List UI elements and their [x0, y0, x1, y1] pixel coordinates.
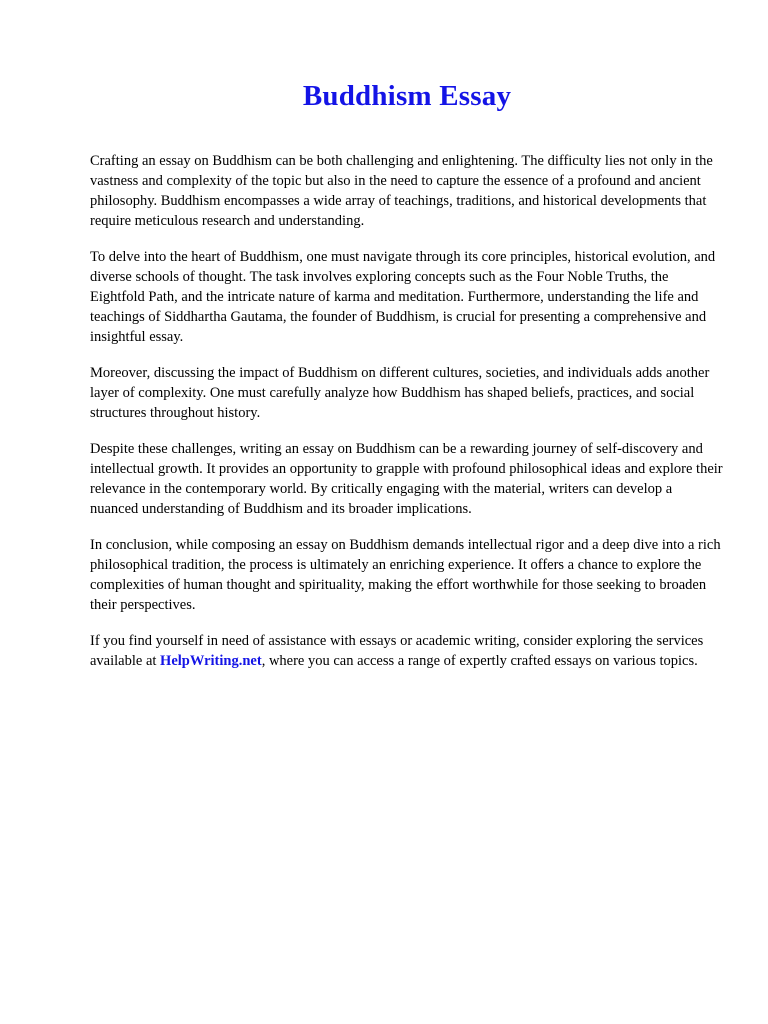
document-content — [90, 80, 724, 671]
paragraph-4: Despite these challenges, writing an essay on Buddhism can be a rewarding journey of self-discovery and intellectual growth. It provides an opportunity to grapple with profound philosophical ideas and explore their relevance in the contemporary world. By critically engaging with the material, writers can develop a nuanced understanding of Buddhism and its broader implications. — [90, 441, 723, 517]
paragraph-6-text-after-link: , where you can access a range of expertly crafted essays on various topics. — [261, 653, 698, 669]
helpwriting-link[interactable]: HelpWriting.net — [160, 653, 262, 669]
paragraph-6 — [90, 631, 724, 671]
paragraph-3: Moreover, discussing the impact of Buddhism on different cultures, societies, and individuals adds another layer of complexity. One must carefully analyze how Buddhism has shaped beliefs, practices, and social structures throughout history. — [90, 365, 710, 421]
paragraph-6-text-before-link: If you find yourself in need of assistance with essays or academic writing, consider exploring the services available at — [90, 633, 704, 669]
paragraph-2: To delve into the heart of Buddhism, one must navigate through its core principles, historical evolution, and diverse schools of thought. The task involves exploring concepts such as the Four Noble Truths, the Eightfold Path, and the intricate nature of karma and meditation. Furthermore, understanding the life and teachings of Siddhartha Gautama, the founder of Buddhism, is crucial for presenting a comprehensive and insightful essay. — [90, 249, 716, 345]
paragraph-5: In conclusion, while composing an essay on Buddhism demands intellectual rigor and a deep dive into a rich philosophical tradition, the process is ultimately an enriching experience. It offers a chance to explore the complexities of human thought and spirituality, making the effort worthwhile for those seeking to broaden their perspectives. — [90, 537, 721, 613]
page-title: Buddhism Essay — [302, 80, 512, 112]
paragraph-1: Crafting an essay on Buddhism can be both challenging and enlightening. The difficulty lies not only in the vastness and complexity of the topic but also in the need to capture the essence of a profound and ancient philosophy. Buddhism encompasses a wide array of teachings, traditions, and historical developments that require meticulous research and understanding. — [90, 153, 713, 229]
